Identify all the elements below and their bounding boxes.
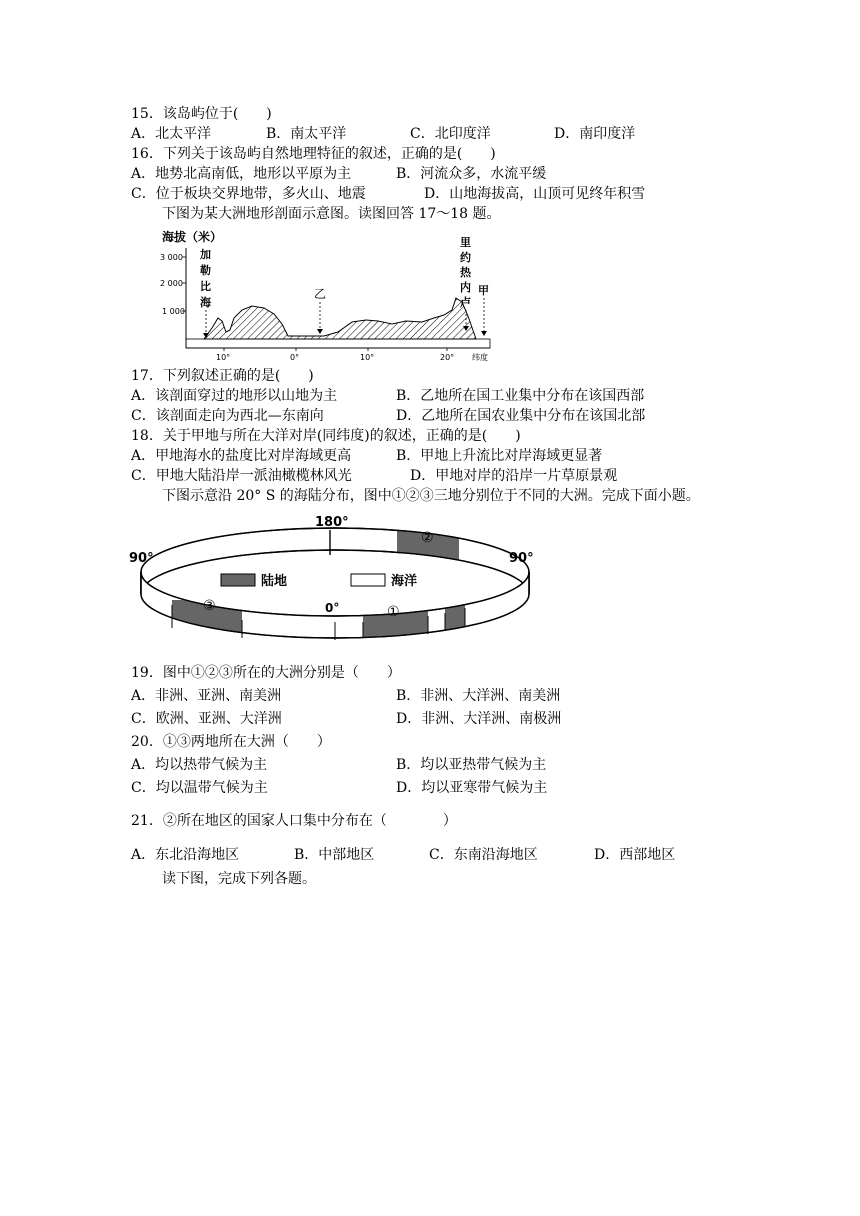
q16-option-c: C．位于板块交界地带，多火山、地震: [131, 186, 366, 202]
q19-option-b: B．非洲、大洋洲、南美洲: [396, 688, 561, 704]
q20-option-d: D．均以亚寒带气候为主: [396, 780, 548, 796]
q15-option-b: B．南太平洋: [266, 126, 347, 142]
q17-option-a: A．该剖面穿过的地形以山地为主: [131, 388, 338, 404]
q16-option-d: D．山地海拔高，山顶可见终年积雪: [424, 186, 646, 202]
ring-mark-1: ①: [387, 604, 400, 620]
q21-option-a: A．东北沿海地区: [131, 847, 240, 863]
profile-ytick-3000: 3 000: [160, 253, 183, 262]
label-caribbean-3: 比: [200, 280, 211, 293]
label-jia: 甲: [478, 284, 489, 297]
q17-option-b: B．乙地所在国工业集中分布在该国西部: [396, 388, 645, 404]
q21-option-d: D．西部地区: [594, 847, 676, 863]
q21-stem: 21．②所在地区的国家人口集中分布在（ ）: [131, 813, 457, 829]
ring-label-90-left: 90°: [129, 551, 154, 566]
profile-xtick-10n: 10°: [360, 353, 375, 362]
ring-mark-3: ③: [203, 598, 216, 614]
q18-stem: 18．关于甲地与所在大洋对岸(同纬度)的叙述，正确的是( ): [131, 428, 521, 444]
label-rio-5: 卢: [460, 296, 471, 309]
q16-option-b: B．河流众多，水流平缓: [396, 166, 547, 182]
legend-land-label: 陆地: [261, 574, 288, 589]
q15-option-c: C．北印度洋: [410, 126, 491, 142]
q17-option-d: D．乙地所在国农业集中分布在该国北部: [396, 408, 646, 424]
q21-option-c: C．东南沿海地区: [429, 847, 538, 863]
q19-option-d: D．非洲、大洋洲、南极洲: [396, 711, 562, 727]
ring-label-90-right: 90°: [509, 551, 534, 566]
label-rio-2: 约: [460, 251, 471, 264]
label-caribbean-4: 海: [200, 296, 211, 309]
profile-xtick-10s: 10°: [216, 353, 231, 362]
q19-option-a: A．非洲、亚洲、南美洲: [131, 688, 282, 704]
ring-label-180: 180°: [315, 515, 349, 530]
intro-19: 下图示意沿 20° S 的海陆分布，图中①②③三地分别位于不同的大洲。完成下面小题。: [162, 488, 700, 504]
profile-xtick-20: 20°: [440, 353, 455, 362]
profile-ytick-2000: 2 000: [160, 279, 183, 288]
ring-label-0: 0°: [325, 601, 340, 615]
outro-text: 读下图，完成下列各题。: [162, 871, 316, 887]
legend-land-swatch: [221, 574, 255, 586]
q20-option-b: B．均以亚热带气候为主: [396, 757, 547, 773]
q15-option-d: D．南印度洋: [554, 126, 636, 142]
profile-y-label: 海拔（米）: [162, 230, 223, 244]
terrain-profile: [204, 298, 476, 339]
q21-option-b: B．中部地区: [294, 847, 375, 863]
q20-option-c: C．均以温带气候为主: [131, 780, 268, 796]
label-yi: 乙: [314, 287, 327, 301]
q20-option-a: A．均以热带气候为主: [131, 757, 268, 773]
label-rio-4: 内: [460, 281, 471, 294]
q17-option-c: C．该剖面走向为西北—东南向: [131, 408, 324, 424]
label-rio-3: 热: [460, 266, 471, 279]
land-segment-1b: [445, 605, 465, 645]
q18-option-c: C．甲地大陆沿岸一派油橄榄林风光: [131, 468, 352, 484]
terrain-profile-diagram: [160, 228, 500, 366]
legend-ocean-swatch: [351, 574, 385, 586]
profile-ytick-1000: 1 000: [162, 307, 185, 316]
label-caribbean-2: 勒: [200, 264, 211, 277]
q16-stem: 16．下列关于该岛屿自然地理特征的叙述，正确的是( ): [131, 146, 496, 162]
q18-option-d: D．甲地对岸的沿岸一片草原景观: [410, 468, 618, 484]
land-sea-ring-diagram: [125, 510, 545, 660]
label-rio-1: 里: [460, 236, 471, 249]
intro-17: 下图为某大洲地形剖面示意图。读图回答 17～18 题。: [162, 206, 501, 222]
q17-stem: 17．下列叙述正确的是( ): [131, 368, 314, 384]
q19-stem: 19．图中①②③所在的大洲分别是（ ）: [131, 665, 401, 681]
profile-xtick-0: 0°: [290, 353, 300, 362]
ring-mark-2: ②: [421, 530, 434, 546]
q15-option-a: A．北太平洋: [131, 126, 212, 142]
label-caribbean-1: 加: [200, 248, 211, 261]
legend-ocean-label: 海洋: [391, 574, 418, 589]
q15-stem: 15．该岛屿位于( ): [131, 106, 272, 122]
q16-option-a: A．地势北高南低，地形以平原为主: [131, 166, 352, 182]
profile-x-unit: 纬度: [472, 353, 488, 362]
q18-option-b: B．甲地上升流比对岸海域更显著: [396, 448, 603, 464]
q19-option-c: C．欧洲、亚洲、大洋洲: [131, 711, 282, 727]
q18-option-a: A．甲地海水的盐度比对岸海域更高: [131, 448, 352, 464]
q20-stem: 20．①③两地所在大洲（ ）: [131, 734, 331, 750]
